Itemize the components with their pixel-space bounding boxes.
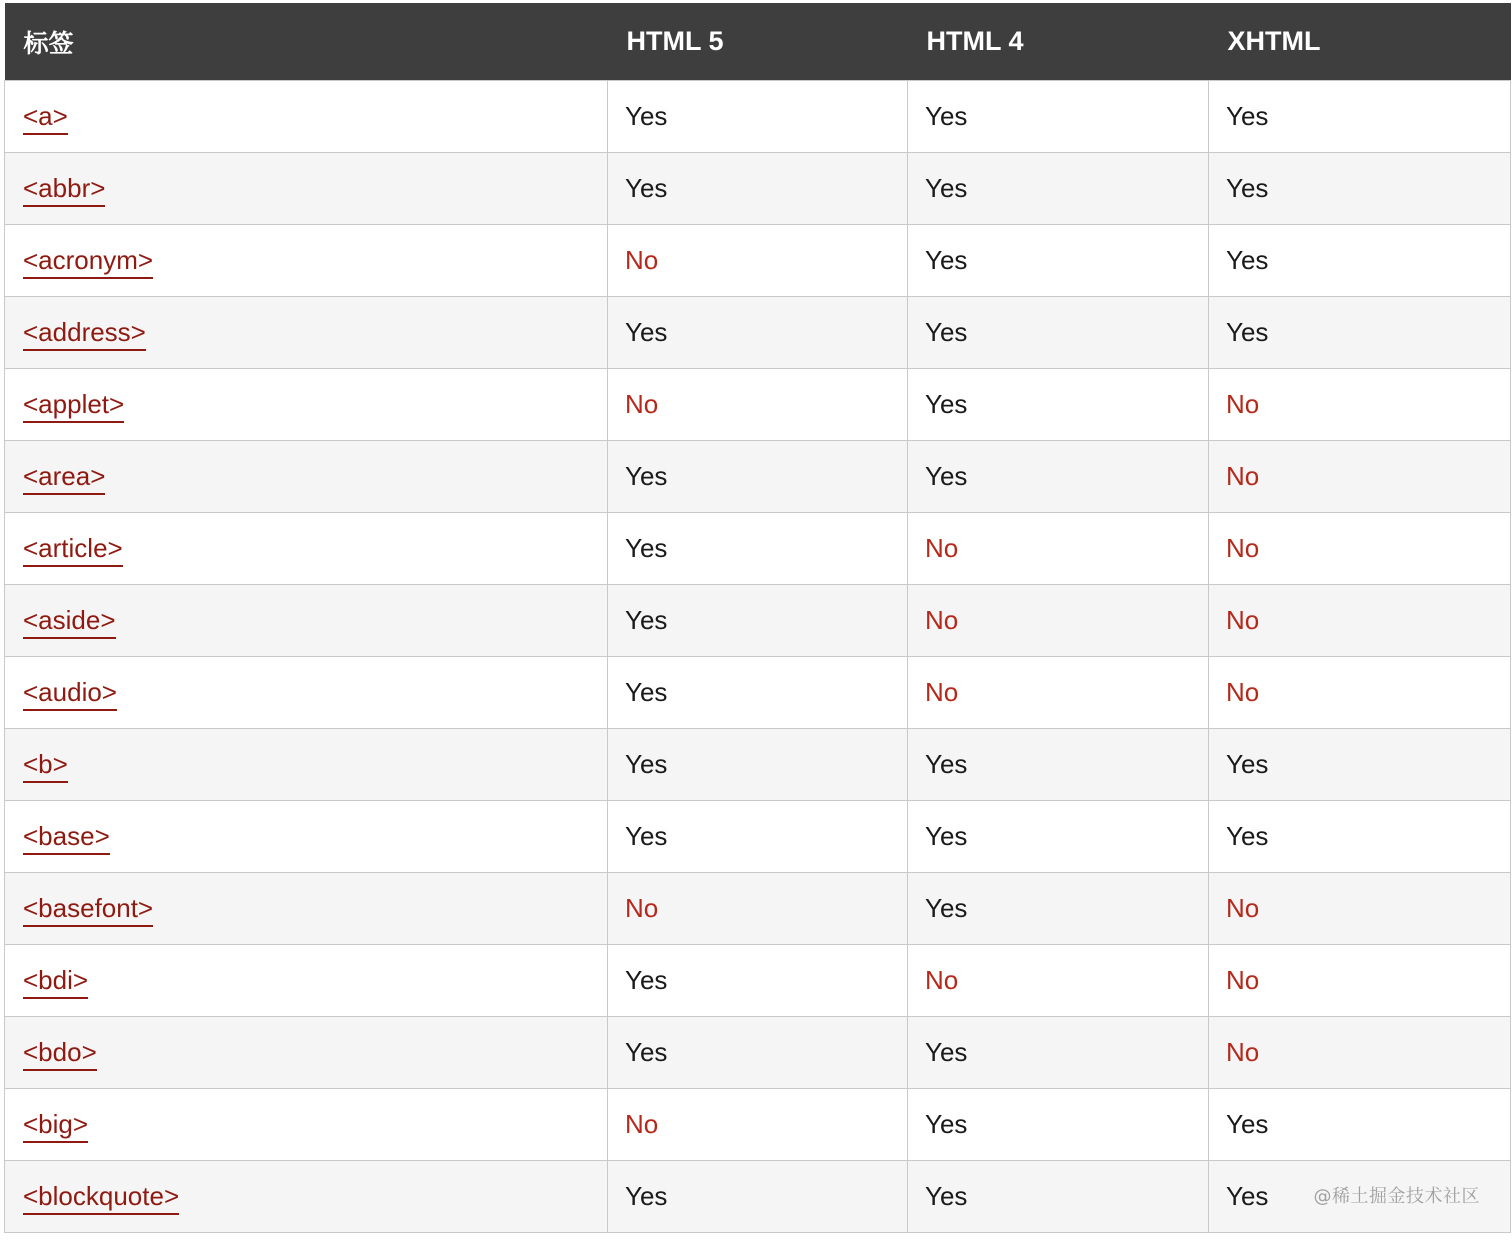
tag-link[interactable]: <audio> [23, 677, 117, 711]
header-html5: HTML 5 [608, 3, 908, 81]
tag-link[interactable]: <article> [23, 533, 123, 567]
xhtml-support-cell [1209, 585, 1511, 657]
html5-support-value: Yes [625, 677, 668, 707]
xhtml-support-value: No [1226, 965, 1260, 995]
xhtml-support-cell [1209, 729, 1511, 801]
compatibility-table-container [4, 3, 1510, 1239]
html4-support-cell [908, 1089, 1209, 1161]
xhtml-support-value: Yes [1226, 173, 1269, 203]
xhtml-support-cell [1209, 801, 1511, 873]
xhtml-support-value: Yes [1226, 245, 1269, 275]
html5-support-value: Yes [625, 173, 668, 203]
html5-support-value: No [625, 389, 659, 419]
table-row [5, 729, 1511, 801]
tag-link[interactable]: <a> [23, 101, 68, 135]
watermark: @稀土掘金技术社区 [1313, 1186, 1480, 1207]
tag-cell [5, 585, 608, 657]
html4-support-value: Yes [925, 1181, 968, 1211]
html4-support-cell [908, 729, 1209, 801]
html5-support-cell [608, 513, 908, 585]
header-tag: 标签 [5, 3, 608, 81]
html5-support-cell [608, 873, 908, 945]
xhtml-support-value: Yes [1226, 821, 1269, 851]
html4-support-cell [908, 513, 1209, 585]
html5-support-cell [608, 369, 908, 441]
html5-support-value: Yes [625, 605, 668, 635]
tag-cell [5, 153, 608, 225]
html4-support-cell [908, 1161, 1209, 1233]
header-xhtml: XHTML [1209, 3, 1511, 81]
xhtml-support-cell [1209, 81, 1511, 153]
tag-link[interactable]: <base> [23, 821, 110, 855]
xhtml-support-cell [1209, 945, 1511, 1017]
xhtml-support-value: No [1226, 605, 1260, 635]
html4-support-value: No [925, 677, 959, 707]
html4-support-cell [908, 81, 1209, 153]
header-row [5, 3, 1511, 81]
tag-cell [5, 1089, 608, 1161]
tag-link[interactable]: <area> [23, 461, 105, 495]
tag-cell [5, 945, 608, 1017]
html5-support-cell [608, 225, 908, 297]
html4-support-value: No [925, 605, 959, 635]
tag-link[interactable]: <blockquote> [23, 1181, 179, 1215]
html4-support-value: Yes [925, 461, 968, 491]
xhtml-support-cell [1209, 1089, 1511, 1161]
html4-support-value: Yes [925, 317, 968, 347]
table-row [5, 225, 1511, 297]
table-body [5, 81, 1511, 1233]
html4-support-value: No [925, 533, 959, 563]
html5-support-value: Yes [625, 461, 668, 491]
tag-link[interactable]: <address> [23, 317, 146, 351]
html5-support-value: Yes [625, 533, 668, 563]
tag-link[interactable]: <big> [23, 1109, 88, 1143]
xhtml-support-value: No [1226, 389, 1260, 419]
tag-link[interactable]: <bdo> [23, 1037, 97, 1071]
html4-support-cell [908, 1017, 1209, 1089]
xhtml-support-cell [1209, 369, 1511, 441]
xhtml-support-value: Yes [1226, 1109, 1269, 1139]
html5-support-value: Yes [625, 1181, 668, 1211]
table-row [5, 1017, 1511, 1089]
xhtml-support-value: Yes [1226, 317, 1269, 347]
html4-support-value: Yes [925, 821, 968, 851]
table-row [5, 657, 1511, 729]
tag-cell [5, 657, 608, 729]
xhtml-support-value: No [1226, 1037, 1260, 1067]
html4-support-cell [908, 441, 1209, 513]
tag-link[interactable]: <applet> [23, 389, 124, 423]
html5-support-value: Yes [625, 317, 668, 347]
html5-support-value: Yes [625, 821, 668, 851]
html5-support-value: Yes [625, 965, 668, 995]
table-row [5, 369, 1511, 441]
xhtml-support-value: No [1226, 461, 1260, 491]
html4-support-value: Yes [925, 173, 968, 203]
xhtml-support-value: No [1226, 677, 1260, 707]
table-row [5, 945, 1511, 1017]
tag-compatibility-table [4, 3, 1511, 1233]
html5-support-cell [608, 297, 908, 369]
header-html4: HTML 4 [908, 3, 1209, 81]
html4-support-value: Yes [925, 1109, 968, 1139]
table-row [5, 801, 1511, 873]
html4-support-value: No [925, 965, 959, 995]
tag-cell [5, 225, 608, 297]
tag-link[interactable]: <abbr> [23, 173, 105, 207]
xhtml-support-value: Yes [1226, 1181, 1269, 1211]
xhtml-support-cell [1209, 657, 1511, 729]
html5-support-cell [608, 81, 908, 153]
tag-cell [5, 873, 608, 945]
xhtml-support-cell [1209, 153, 1511, 225]
table-row [5, 1089, 1511, 1161]
html4-support-value: Yes [925, 245, 968, 275]
tag-cell [5, 369, 608, 441]
html4-support-cell [908, 585, 1209, 657]
html5-support-cell [608, 729, 908, 801]
tag-link[interactable]: <bdi> [23, 965, 88, 999]
table-row [5, 585, 1511, 657]
tag-cell [5, 729, 608, 801]
xhtml-support-cell [1209, 441, 1511, 513]
xhtml-support-value: Yes [1226, 749, 1269, 779]
html4-support-value: Yes [925, 389, 968, 419]
table-row [5, 153, 1511, 225]
html4-support-cell [908, 153, 1209, 225]
tag-link[interactable]: <acronym> [23, 245, 153, 279]
html5-support-cell [608, 153, 908, 225]
tag-cell [5, 81, 608, 153]
html4-support-cell [908, 657, 1209, 729]
html4-support-value: Yes [925, 749, 968, 779]
html5-support-cell [608, 801, 908, 873]
html5-support-value: No [625, 245, 659, 275]
tag-link[interactable]: <aside> [23, 605, 116, 639]
html5-support-value: Yes [625, 749, 668, 779]
xhtml-support-value: No [1226, 533, 1260, 563]
tag-cell [5, 297, 608, 369]
html5-support-value: No [625, 893, 659, 923]
html4-support-value: Yes [925, 893, 968, 923]
html4-support-cell [908, 801, 1209, 873]
xhtml-support-cell [1209, 1017, 1511, 1089]
xhtml-support-cell [1209, 873, 1511, 945]
tag-link[interactable]: <basefont> [23, 893, 153, 927]
html4-support-cell [908, 225, 1209, 297]
html4-support-cell [908, 297, 1209, 369]
xhtml-support-value: Yes [1226, 101, 1269, 131]
tag-link[interactable]: <b> [23, 749, 68, 783]
tag-cell [5, 1161, 608, 1233]
html4-support-cell [908, 369, 1209, 441]
html5-support-cell [608, 657, 908, 729]
xhtml-support-cell [1209, 513, 1511, 585]
html4-support-cell [908, 945, 1209, 1017]
html5-support-value: Yes [625, 1037, 668, 1067]
table-row [5, 873, 1511, 945]
xhtml-support-cell [1209, 225, 1511, 297]
xhtml-support-cell [1209, 297, 1511, 369]
html5-support-value: Yes [625, 101, 668, 131]
html5-support-cell [608, 585, 908, 657]
html5-support-value: No [625, 1109, 659, 1139]
table-row [5, 1161, 1511, 1233]
tag-cell [5, 1017, 608, 1089]
xhtml-support-value: No [1226, 893, 1260, 923]
table-row [5, 297, 1511, 369]
html5-support-cell [608, 945, 908, 1017]
html5-support-cell [608, 1017, 908, 1089]
html5-support-cell [608, 1089, 908, 1161]
table-row [5, 441, 1511, 513]
html4-support-value: Yes [925, 101, 968, 131]
tag-cell [5, 441, 608, 513]
tag-cell [5, 801, 608, 873]
html5-support-cell [608, 441, 908, 513]
table-row [5, 81, 1511, 153]
html5-support-cell [608, 1161, 908, 1233]
tag-cell [5, 513, 608, 585]
html4-support-value: Yes [925, 1037, 968, 1067]
table-row [5, 513, 1511, 585]
html4-support-cell [908, 873, 1209, 945]
